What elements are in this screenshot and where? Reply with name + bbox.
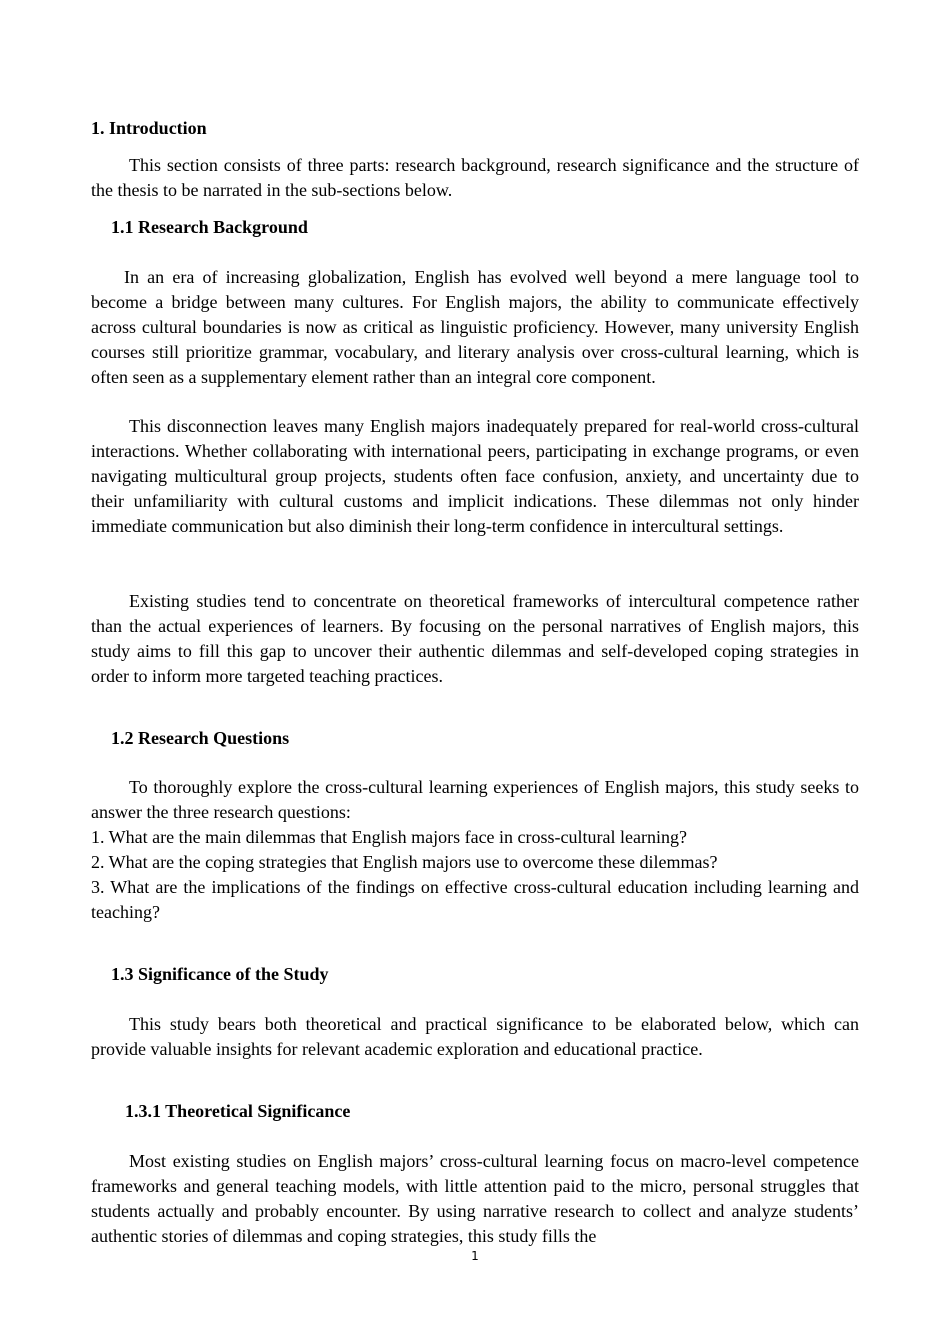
- section-heading-research-background: 1.1 Research Background: [111, 217, 308, 237]
- list-item: 3. What are the implications of the findings on effective cross-cultural education including learning and teaching?: [91, 877, 859, 922]
- background-paragraph-1: In an era of increasing globalization, English has evolved well beyond a mere language tool to become a bridge between many cultures. For English majors, the ability to communicate effectively across cultural boundaries is now as critical as linguistic proficiency. However, many university English courses still prioritize grammar, vocabulary, and literary analysis over cross-cultural learning, which is often seen as a supplementary element rather than an integral core component.: [91, 267, 859, 387]
- page-number: 1: [471, 1249, 479, 1263]
- background-paragraph-2: This disconnection leaves many English majors inadequately prepared for real-world cross-cultural interactions. Whether collaborating with international peers, participating in exchange programs, or even navigating multicultural group projects, students often face confusion, anxiety, and uncertainty due to their unfamiliarity with cultural customs and implicit indications. These dilemmas not only hinder immediate communication but also diminish their long-term confidence in intercultural settings.: [91, 416, 859, 536]
- research-questions-list: [91, 825, 859, 925]
- questions-intro-paragraph: To thoroughly explore the cross-cultural learning experiences of English majors, this study seeks to answer the three research questions:: [91, 777, 859, 822]
- significance-paragraph: This study bears both theoretical and practical significance to be elaborated below, which can provide valuable insights for relevant academic exploration and educational practice.: [91, 1014, 859, 1059]
- section-heading-research-questions: 1.2 Research Questions: [111, 728, 290, 748]
- background-paragraph-3: Existing studies tend to concentrate on theoretical frameworks of intercultural competence rather than the actual experiences of learners. By focusing on the personal narratives of English majors, this study aims to fill this gap to uncover their authentic dilemmas and self-developed coping strategies in order to inform more targeted teaching practices.: [91, 591, 859, 686]
- intro-paragraph: This section consists of three parts: research background, research significance and the structure of the thesis to be narrated in the sub-sections below.: [91, 155, 859, 200]
- theoretical-paragraph: Most existing studies on English majors’ cross-cultural learning focus on macro-level competence frameworks and general teaching models, with little attention paid to the micro, personal struggles that students actually and probably encounter. By using narrative research to collect and analyze students’ authentic stories of dilemmas and coping strategies, this study fills the: [91, 1151, 859, 1246]
- section-heading-theoretical-significance: 1.3.1 Theoretical Significance: [125, 1101, 351, 1121]
- section-heading-introduction: 1. Introduction: [91, 118, 207, 138]
- list-item: 2. What are the coping strategies that English majors use to overcome these dilemmas?: [91, 852, 718, 872]
- list-item: 1. What are the main dilemmas that English majors face in cross-cultural learning?: [91, 827, 687, 847]
- section-heading-significance: 1.3 Significance of the Study: [111, 964, 329, 984]
